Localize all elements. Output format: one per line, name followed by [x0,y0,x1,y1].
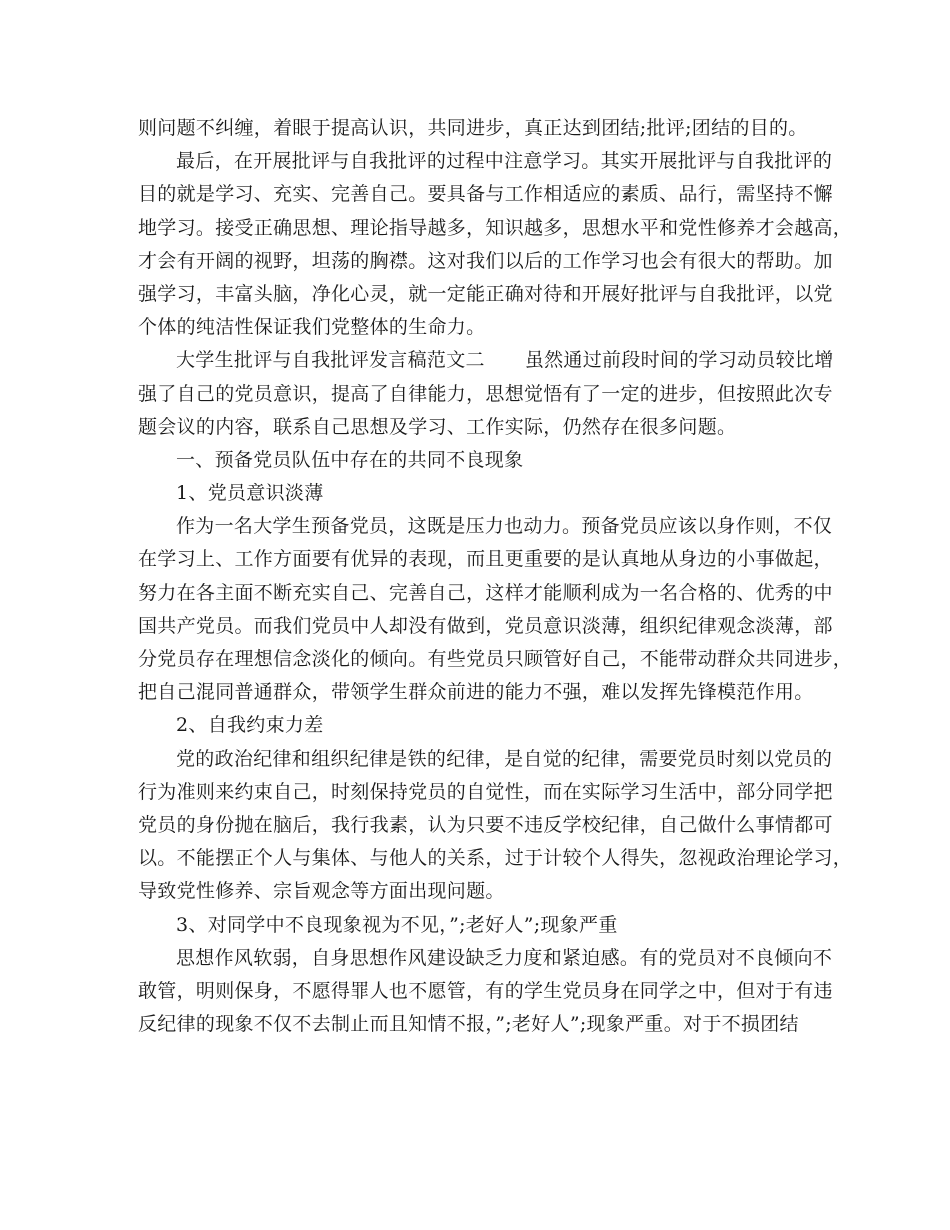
text-line: 强学习，丰富头脑，净化心灵，就一定能正确对待和开展好批评与自我批评，以党 [138,282,833,305]
subheading-line: 1、党员意识淡薄 [176,482,324,505]
text-line: 以。不能摆正个人与集体、与他人的关系，过于计较个人得失，忽视政治理论学习， [138,847,853,870]
document-body [138,112,853,1041]
section-title: 大学生批评与自我批评发言稿范文二 [176,349,485,372]
text-line: 行为准则来约束自己，时刻保持党员的自觉性，而在实际学习生活中，部分同学把 [138,780,833,803]
text-line: 地学习。接受正确思想、理论指导越多，知识越多，思想水平和党性修养才会越高， [138,216,853,239]
text-line: 强了自己的党员意识，提高了自律能力，思想觉悟有了一定的进步，但按照此次专 [138,382,833,405]
text-line: 个体的纯洁性保证我们党整体的生命力。 [138,316,486,339]
text-line: 目的就是学习、充实、完善自己。要具备与工作相适应的素质、品行，需坚持不懈 [138,183,833,206]
text-line: 国共产党员。而我们党员中人却没有做到，党员意识淡薄，组织纪律观念淡薄，部 [138,614,833,637]
text-line-section-title [138,344,834,377]
subheading-line: 2、自我约束力差 [176,714,324,737]
text-line: 分党员存在理想信念淡化的倾向。有些党员只顾管好自己，不能带动群众共同进步， [138,648,853,670]
text-line: 反纪律的现象不仅不去制止而且知情不报，”;老好人”;现象严重。对于不损团结 [138,1013,799,1036]
text-line: 努力在各主面不断充实自己、完善自己，这样才能顺利成为一名合格的、优秀的中 [138,581,833,604]
heading-line: 一、预备党员队伍中存在的共同不良现象 [176,448,524,471]
section-intro: 虽然通过前段时间的学习动员较比增 [524,349,834,372]
subheading-line: 3、对同学中不良现象视为不见，”;老好人”;现象严重 [176,913,618,936]
text-line: 作为一名大学生预备党员，这既是压力也动力。预备党员应该以身作则，不仅 [176,515,833,538]
text-line: 思想作风软弱，自身思想作风建设缺乏力度和紧迫感。有的党员对不良倾向不 [176,946,833,969]
text-line: 敢管，明则保身，不愿得罪人也不愿管，有的学生党员身在同学之中，但对于有违 [138,979,833,1002]
text-line: 在学习上、工作方面要有优异的表现，而且更重要的是认真地从身边的小事做起， [138,548,833,571]
text-line: 党的政治纪律和组织纪律是铁的纪律，是自觉的纪律，需要党员时刻以党员的 [176,747,833,770]
text-line: 才会有开阔的视野，坦荡的胸襟。这对我们以后的工作学习也会有很大的帮助。加 [138,249,833,272]
text-line: 题会议的内容，联系自己思想及学习、工作实际，仍然存在很多问题。 [138,415,737,438]
text-line: 党员的身份抛在脑后，我行我素，认为只要不违反学校纪律，自己做什么事情都可 [138,813,833,836]
text-line: 最后，在开展批评与自我批评的过程中注意学习。其实开展批评与自我批评的 [176,150,833,173]
text-line: 则问题不纠缠，着眼于提高认识，共同进步，真正达到团结;批评;团结的目的。 [138,117,808,139]
text-line: 把自己混同普通群众，带领学生群众前进的能力不强，难以发挥先锋模范作用。 [138,681,814,704]
text-line: 导致党性修养、宗旨观念等方面出现问题。 [138,880,505,903]
